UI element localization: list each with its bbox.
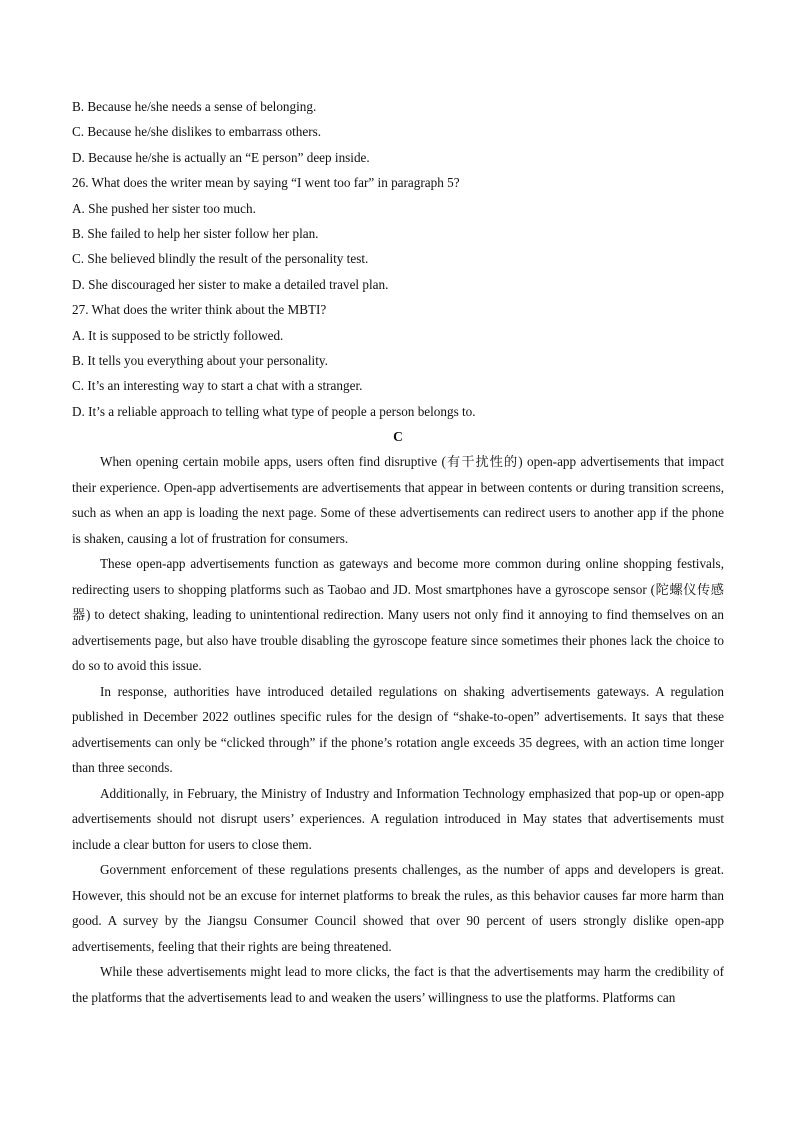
- q25-option-b: B. Because he/she needs a sense of belonging.: [72, 99, 317, 114]
- exam-page: [72, 94, 724, 1010]
- passage-c-title: C: [393, 429, 403, 445]
- passage-c-paragraph-4: Additionally, in February, the Ministry of Industry and Information Technology emphasized that pop-up or open-app advertisements should not disrupt users’ experiences. A regulation introduced in May states that advertisements must include a clear button for users to close them.: [72, 785, 724, 852]
- passage-c-paragraph-1: When opening certain mobile apps, users often find disruptive (有干扰性的) open-app advertisements that impact their experience. Open-app advertisements are advertisements that appear in between contents or during transition screens, such as when an app is loading the next page. Some of these advertisements can redirect users to another app if the phone is shaken, causing a lot of frustration for consumers.: [72, 454, 724, 546]
- passage-c-paragraph-6: While these advertisements might lead to more clicks, the fact is that the advertisements may harm the credibility of the platforms that the advertisements lead to and weaken the users’ willingness to use the platforms. Platforms can: [72, 964, 724, 1005]
- q27-option-b: B. It tells you everything about your personality.: [72, 352, 328, 368]
- q25-option-c: C. Because he/she dislikes to embarrass others.: [72, 124, 322, 140]
- q26-option-c: C. She believed blindly the result of the personality test.: [72, 251, 369, 267]
- passage-c-paragraph-5: Government enforcement of these regulations presents challenges, as the number of apps and developers is great. However, this should not be an excuse for internet platforms to break the rules, as this behavior causes far more harm than good. A survey by the Jiangsu Consumer Council showed that over 90 percent of users strongly dislike open-app advertisements, feeling that their rights are being threatened.: [72, 862, 724, 954]
- q27-option-a: A. It is supposed to be strictly followed.: [72, 327, 284, 343]
- q26-option-b: B. She failed to help her sister follow her plan.: [72, 225, 319, 241]
- q27-option-d: D. It’s a reliable approach to telling what type of people a person belongs to.: [72, 403, 476, 419]
- q25-option-d: D. Because he/she is actually an “E person” deep inside.: [72, 149, 370, 165]
- q26-option-a: A. She pushed her sister too much.: [72, 200, 256, 216]
- q27-stem: 27. What does the writer think about the MBTI?: [72, 302, 327, 318]
- q27-option-c: C. It’s an interesting way to start a chat with a stranger.: [72, 378, 363, 394]
- passage-c-paragraph-2: These open-app advertisements function as gateways and become more common during online shopping festivals, redirecting users to shopping platforms such as Taobao and JD. Most smartphones have a gyroscope sensor (陀螺仪传感器) to detect shaking, leading to unintentional redirection. Many users not only find it annoying to find themselves on an advertisements page, but also have trouble disabling the gyroscope feature since sometimes their phones lack the choice to do so to avoid this issue.: [72, 556, 724, 674]
- q26-stem: 26. What does the writer mean by saying “I went too far” in paragraph 5?: [72, 175, 460, 191]
- q26-option-d: D. She discouraged her sister to make a detailed travel plan.: [72, 276, 389, 292]
- passage-c-paragraph-3: In response, authorities have introduced detailed regulations on shaking advertisements gateways. A regulation published in December 2022 outlines specific rules for the design of “shake-to-open” advertisements. It says that these advertisements can only be “clicked through” if the phone’s rotation angle exceeds 35 degrees, with an action time longer than three seconds.: [72, 683, 724, 776]
